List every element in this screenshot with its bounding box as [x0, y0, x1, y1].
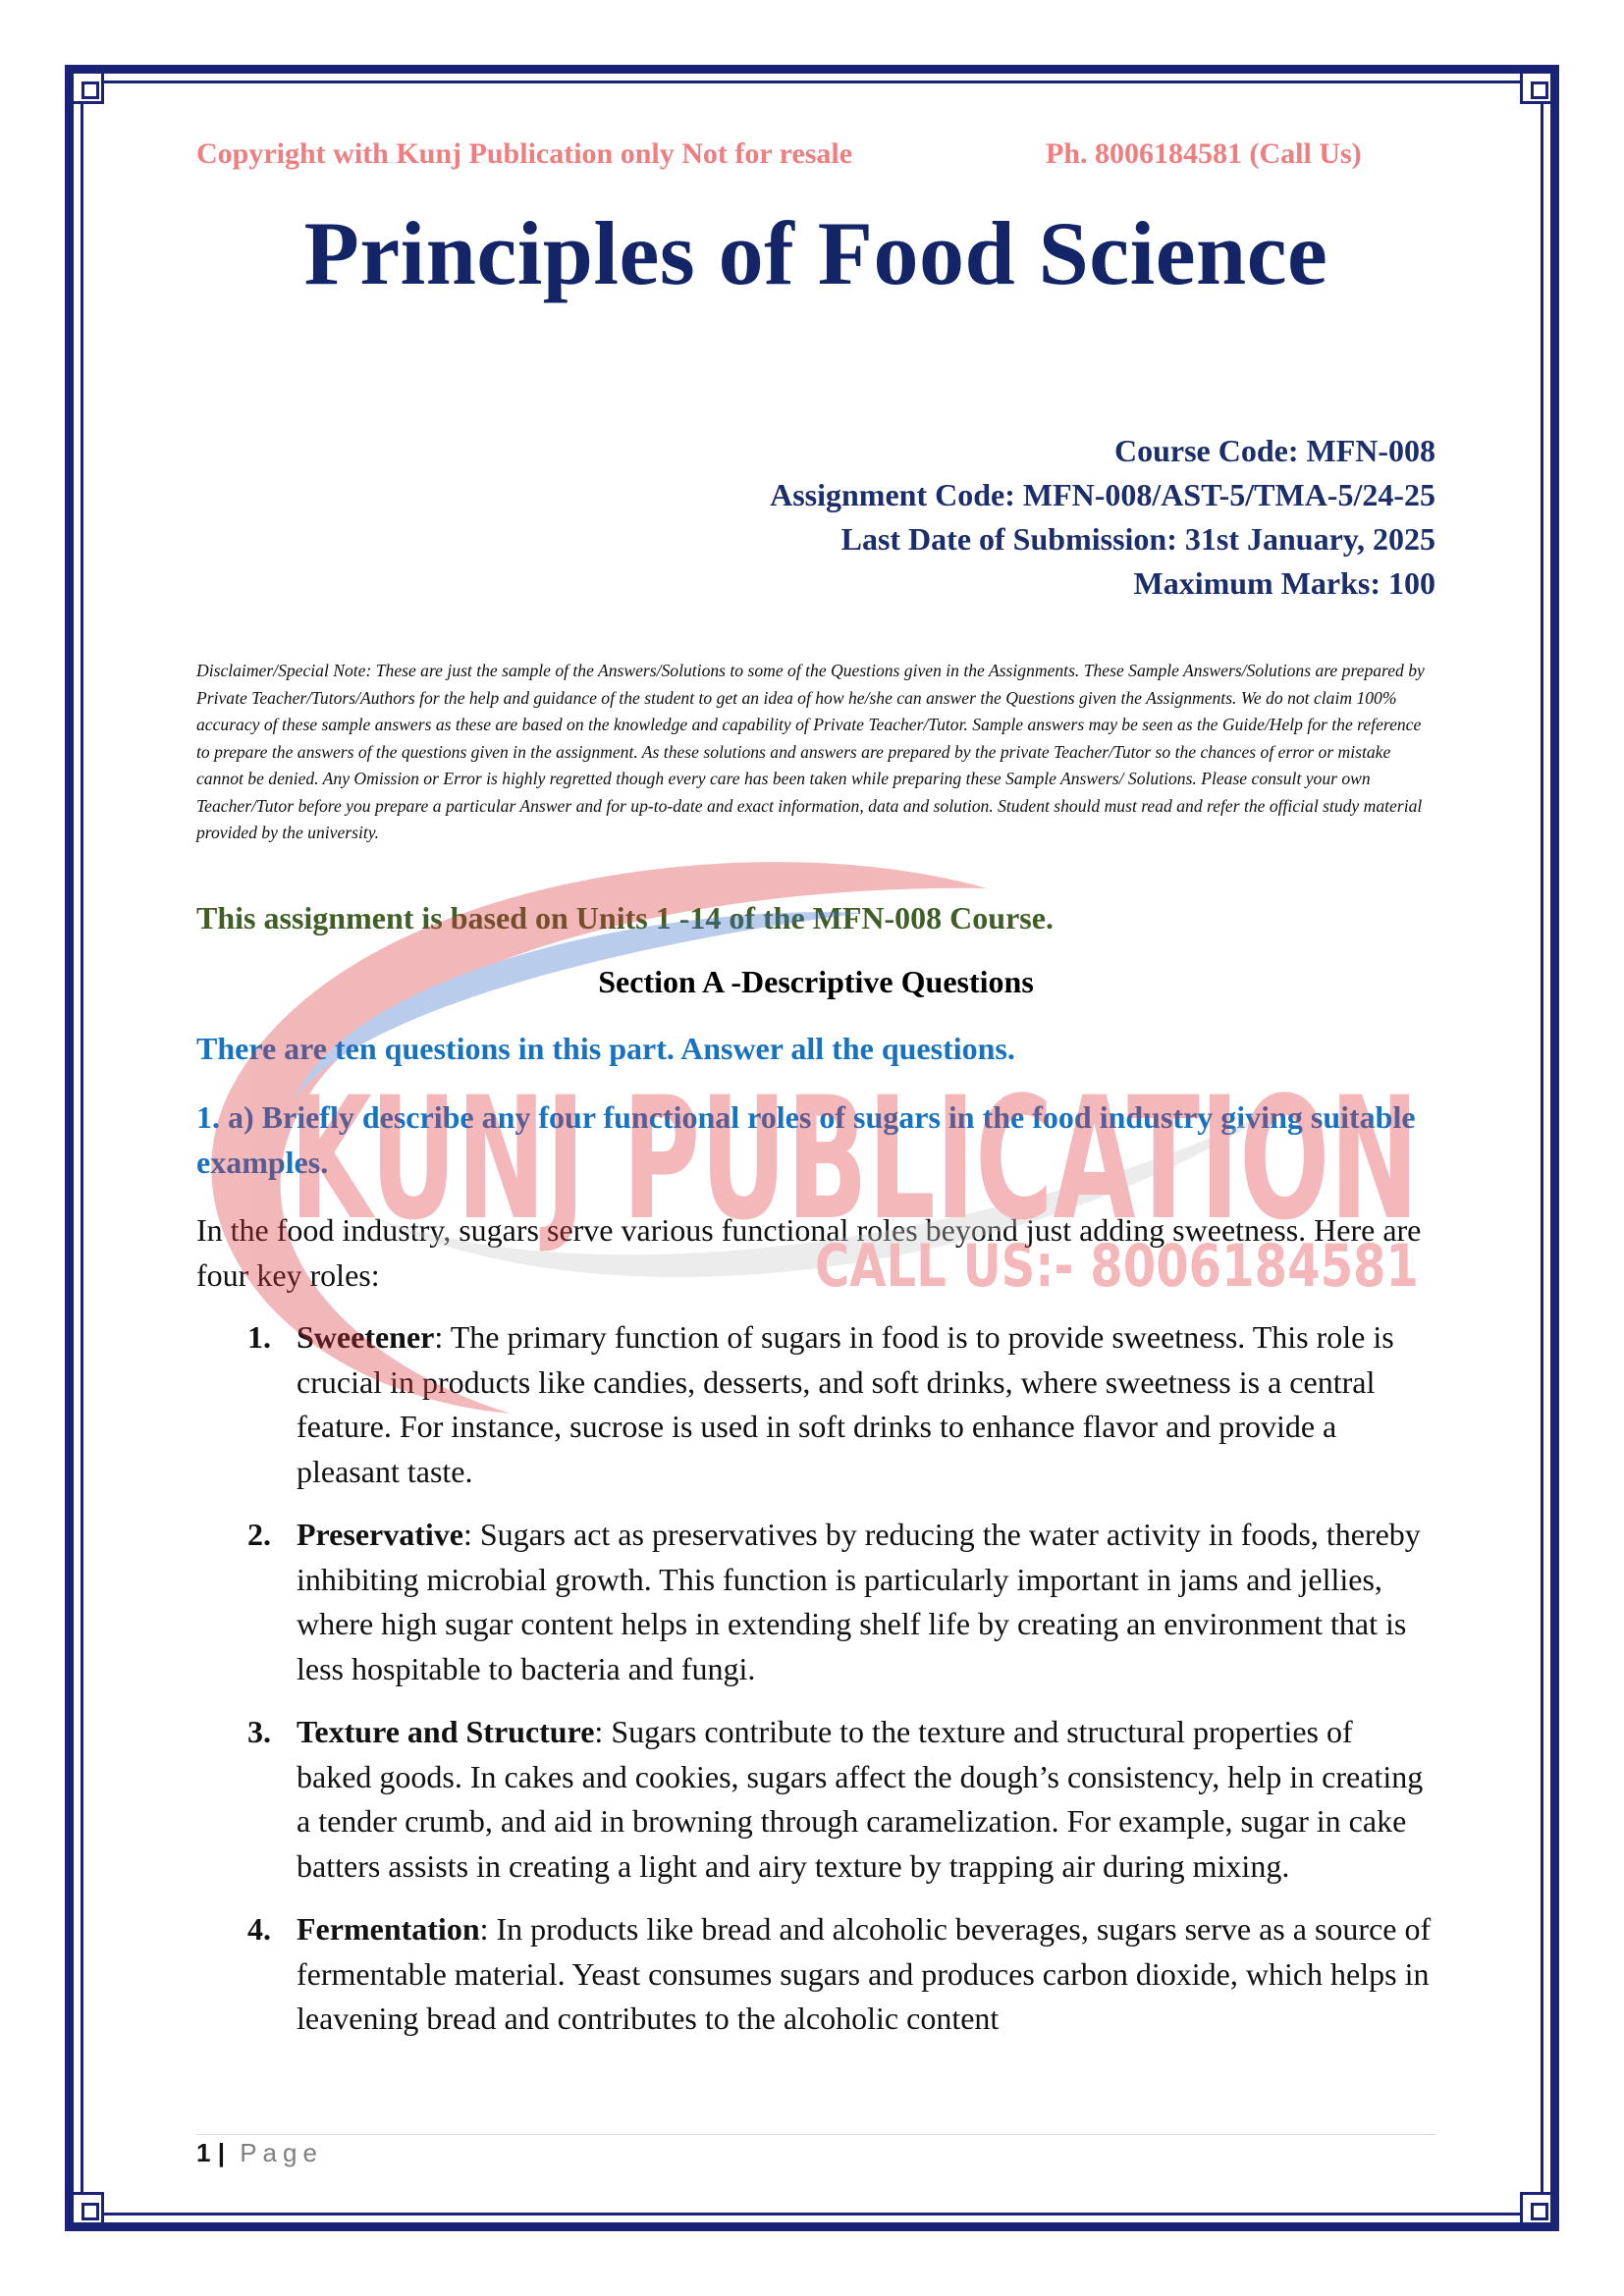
phone-text: Ph. 8006184581 (Call Us): [1046, 137, 1362, 170]
question-1: 1. a) Briefly describe any four functional roles of sugars in the food industry giving suitable examples.: [196, 1099, 1416, 1180]
list-item-heading: Sweetener: [297, 1319, 435, 1355]
last-date: Last Date of Submission: 31st January, 2025: [840, 521, 1435, 557]
section-title: Section A -Descriptive Questions: [598, 964, 1034, 999]
footer-divider: [196, 2134, 1435, 2135]
question-note: There are ten questions in this part. Answer all the questions.: [196, 1031, 1015, 1066]
corner-ornament-bottom-left: [71, 2192, 104, 2225]
list-item-text: : The primary function of sugars in food is to provide sweetness. This role is crucial in products like candies, desserts, and soft drinks, where sweetness is a central feature. For instance, sucrose is used in soft drinks to enhance flavor and provide a pleasant taste.: [297, 1319, 1394, 1489]
list-item-text: : In products like bread and alcoholic beverages, sugars serve as a source of fermentable material. Yeast consumes sugars and produces carbon dioxide, which helps in leavening bread and contributes to the alcoholic content: [297, 1911, 1432, 2036]
corner-ornament-top-left: [71, 71, 104, 104]
page-footer: [196, 2138, 323, 2168]
copyright-notice: [196, 137, 1435, 171]
list-number: 1.: [247, 1319, 271, 1355]
page-word: Page: [240, 2138, 323, 2167]
course-code: Course Code: MFN-008: [1113, 433, 1435, 468]
list-number: 3.: [247, 1714, 271, 1749]
based-on-note: This assignment is based on Units 1 -14 of the MFN-008 Course.: [196, 900, 1054, 935]
watermark-call-text: CALL US:- 8006184581: [815, 1232, 1419, 1301]
corner-ornament-bottom-right: [1520, 2192, 1553, 2225]
max-marks: Maximum Marks: 100: [1133, 565, 1435, 601]
list-item-text: : Sugars contribute to the texture and structural properties of baked goods. In cakes and cookies, sugars affect the dough’s consistency, help in creating a tender crumb, and aid in browning through caramelization. For example, sugar in cake batters assists in creating a light and airy texture by trapping air during mixing.: [297, 1714, 1424, 1884]
page-number: 1: [196, 2138, 211, 2167]
list-item-heading: Texture and Structure: [297, 1714, 595, 1749]
corner-ornament-top-right: [1520, 71, 1553, 104]
watermark-brand-text: KUNJ PUBLICATION: [290, 1060, 1419, 1257]
list-number: 4.: [247, 1911, 271, 1947]
list-item: [196, 1513, 1435, 1691]
assignment-code: Assignment Code: MFN-008/AST-5/TMA-5/24-25: [770, 477, 1435, 512]
list-item: [196, 1907, 1435, 2042]
assignment-meta: [770, 429, 1435, 606]
page-title: Principles of Food Science: [303, 203, 1328, 303]
disclaimer: Disclaimer/Special Note: These are just the sample of the Answers/Solutions to some of the Questions given in the Assignments. These Sample Answers/Solutions are prepared by Private Teacher/Tutors/Authors for the help and guidance of the student to get an idea of how he/she can answer the Questions given the Assignments. We do not claim 100% accuracy of these sample answers as these are based on the knowledge and capability of Private Teacher/Tutor. Sample answers may be seen as the Guide/Help for the reference to prepare the answers of the questions given in the assignment. As these solutions and answers are prepared by the private Teacher/Tutor so the chances of error or mistake cannot be denied. Any Omission or Error is highly regretted though every care has been taken while preparing these Sample Answers/ Solutions. Please consult your own Teacher/Tutor before you prepare a particular Answer and for up-to-date and exact information, data and solution. Student should must read and refer the official study material provided by the university.: [196, 661, 1425, 842]
list-number: 2.: [247, 1517, 271, 1552]
list-item-heading: Fermentation: [297, 1911, 480, 1947]
list-item: [196, 1710, 1435, 1889]
roles-list: [196, 1315, 1435, 2060]
answer-intro: In the food industry, sugars serve various functional roles beyond just adding sweetness. Here are four key roles:: [196, 1212, 1422, 1293]
footer-separator: |: [217, 2138, 225, 2167]
copyright-text: Copyright with Kunj Publication only Not for resale: [196, 137, 853, 170]
list-item-heading: Preservative: [297, 1517, 463, 1552]
list-item: [196, 1315, 1435, 1494]
list-item-text: : Sugars act as preservatives by reducing the water activity in foods, thereby inhibiting microbial growth. This function is particularly important in jams and jellies, where high sugar content helps in extending shelf life by creating an environment that is less hospitable to bacteria and fungi.: [297, 1517, 1421, 1686]
